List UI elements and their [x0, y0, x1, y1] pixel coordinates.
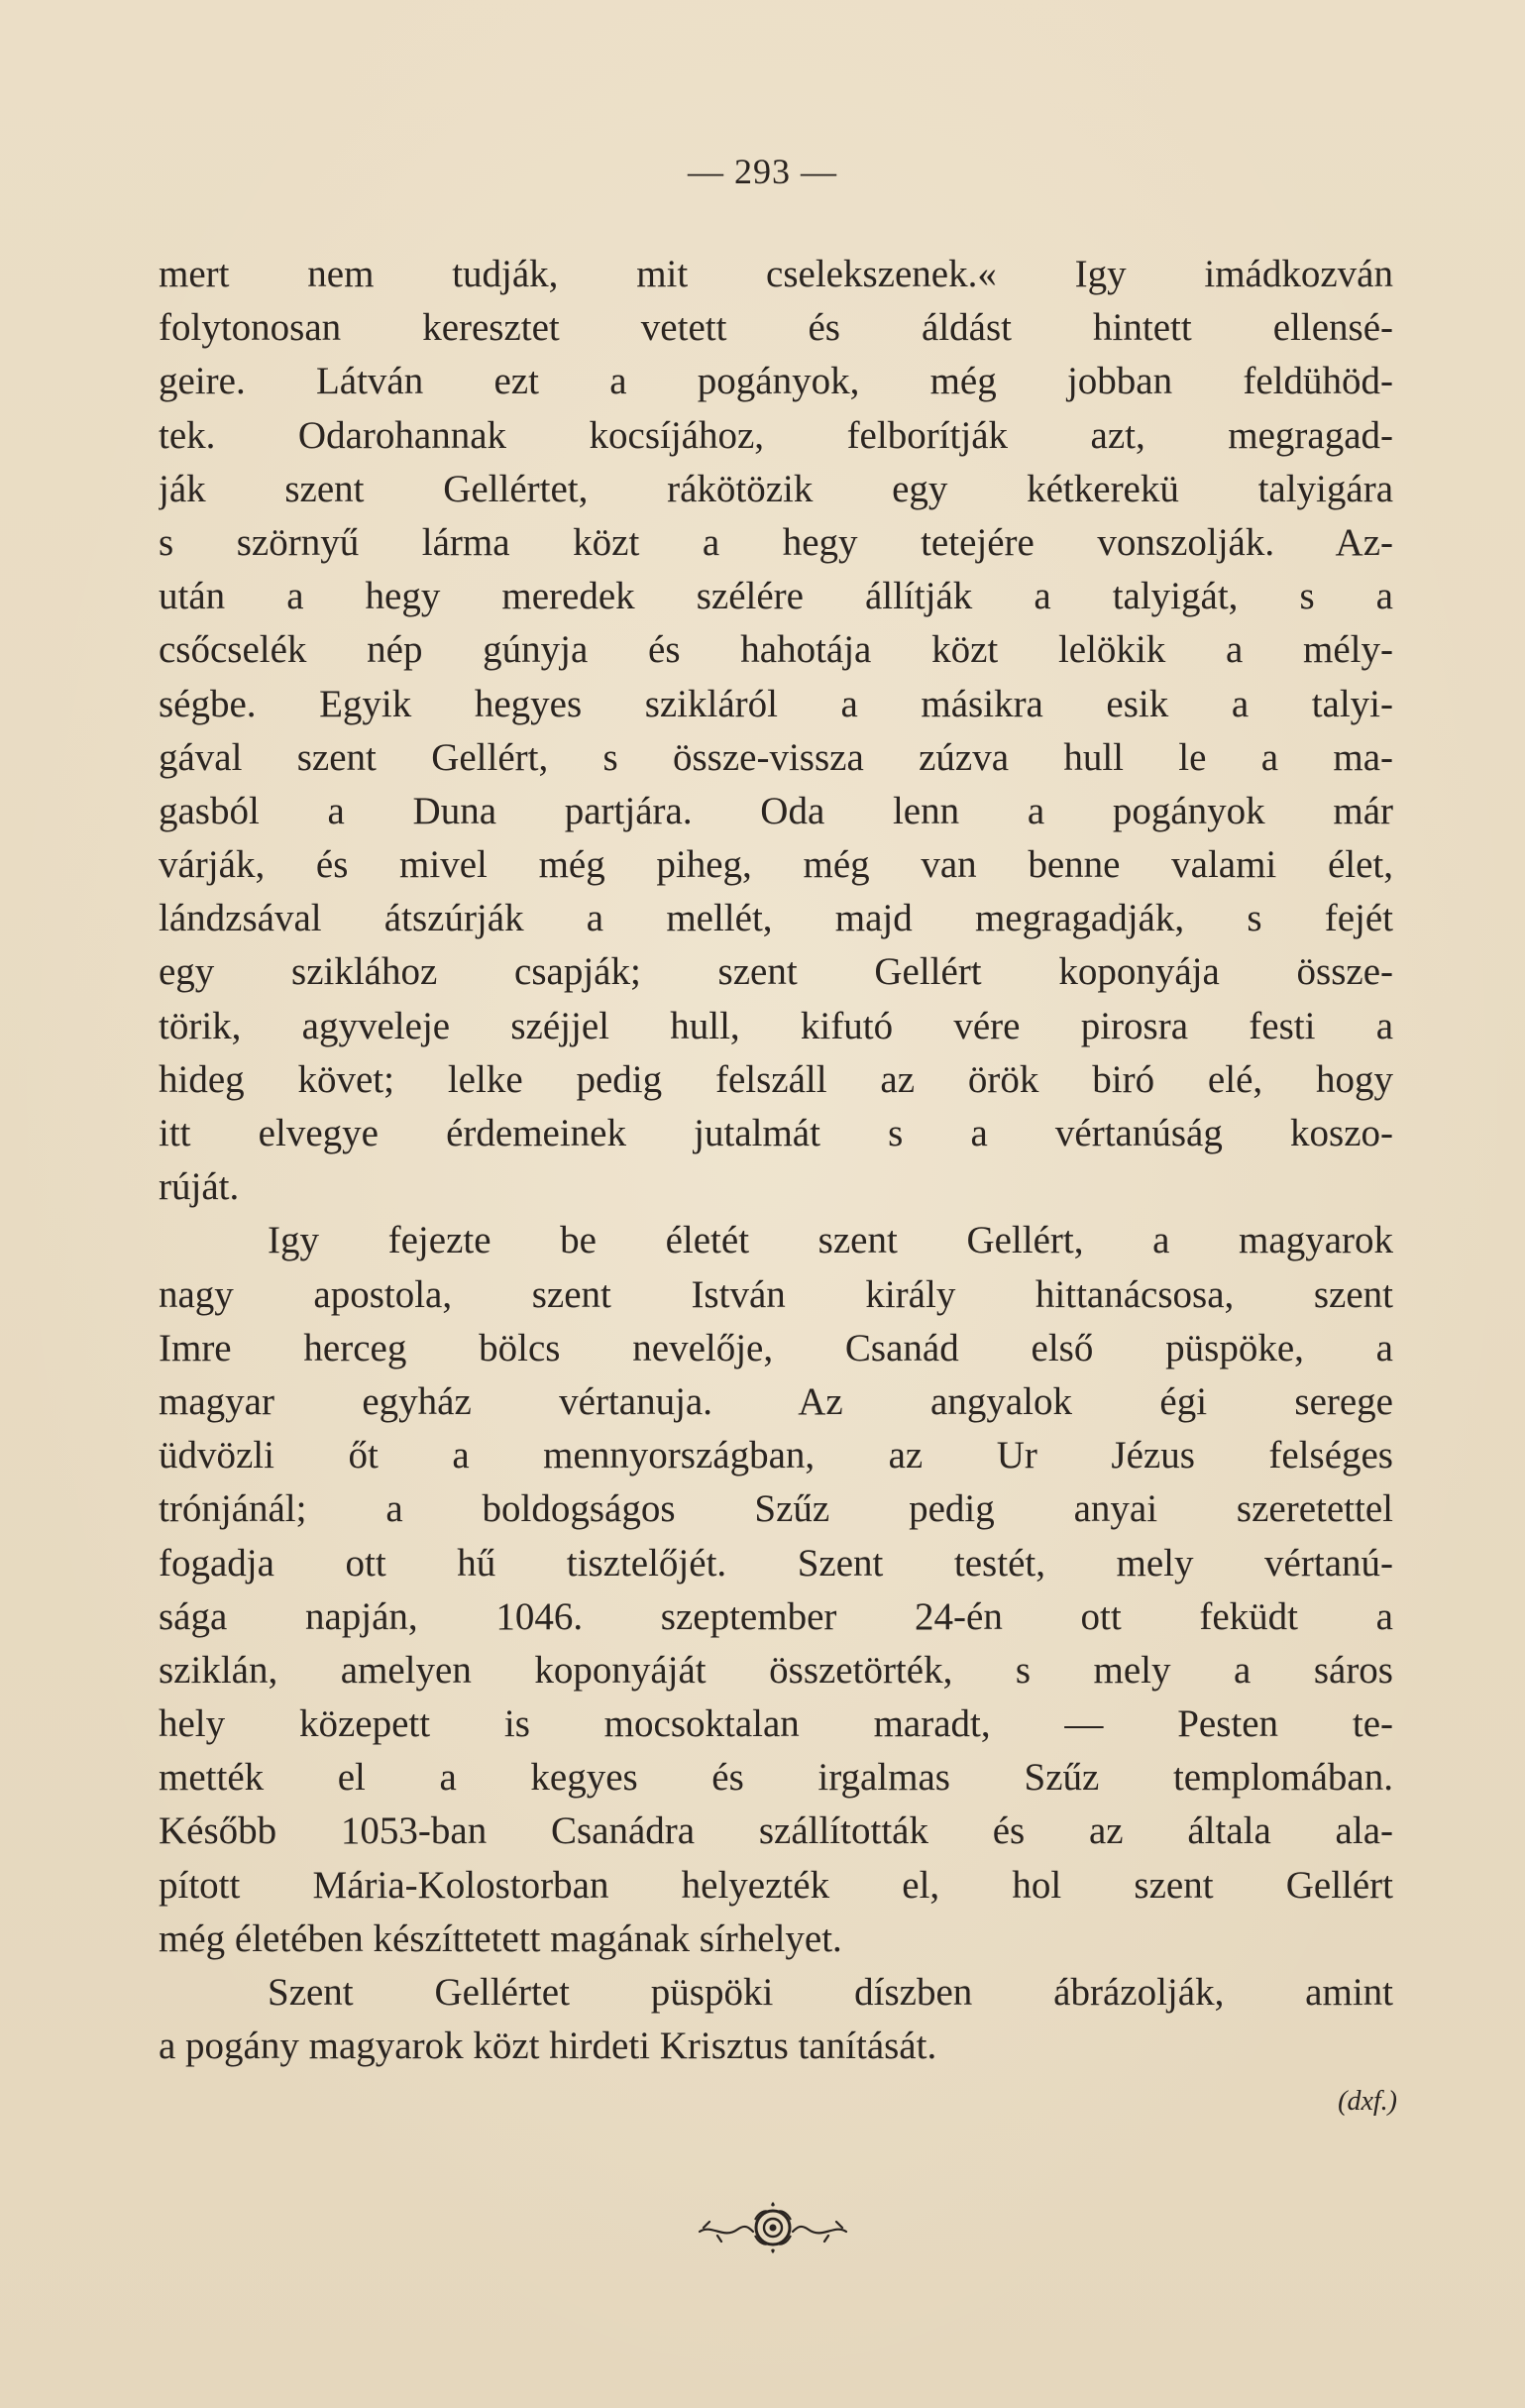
text-line: ségbe. Egyik hegyes szikláról a másikra esik a talyi-: [159, 682, 1393, 725]
text-line: nagy apostola, szent István király hittanácsosa, szent: [159, 1272, 1393, 1316]
page-number: — 293 —: [688, 152, 837, 191]
body-text: [159, 248, 1393, 2073]
text-line: törik, agyveleje széjjel hull, kifutó vére pirosra festi a: [159, 1004, 1393, 1047]
text-line: fogadja ott hű tisztelőjét. Szent testét, mely vértanú-: [159, 1541, 1393, 1585]
text-line: trónjánál; a boldogságos Szűz pedig anyai szeretettel: [159, 1487, 1393, 1531]
text-line: ják szent Gellértet, rákötözik egy kétkerekü talyigára: [159, 467, 1393, 510]
text-line: folytonosan keresztet vetett és áldást hintett ellensé-: [159, 306, 1393, 350]
text-line: gasból a Duna partjára. Oda lenn a pogányok már: [159, 789, 1393, 832]
text-line: rúját.: [159, 1165, 240, 1209]
text-line: mert nem tudják, mit cselekszenek.« Igy imádkozván: [159, 253, 1393, 295]
text-line: itt elvegye érdemeinek jutalmát s a vértanúság koszo-: [159, 1112, 1393, 1154]
text-line: csőcselék nép gúnyja és hahotája közt lelökik a mély-: [159, 628, 1393, 672]
text-line: várják, és mivel még piheg, még van benne valami élet,: [159, 843, 1393, 887]
text-line: egy sziklához csapják; szent Gellért koponyája össze-: [159, 950, 1393, 994]
text-line: üdvözli őt a mennyországban, az Ur Jézus felséges: [159, 1434, 1393, 1478]
text-line: pított Mária-Kolostorban helyezték el, hol szent Gellért: [159, 1863, 1393, 1907]
text-line: hideg követ; lelke pedig felszáll az örök biró elé, hogy: [159, 1057, 1393, 1101]
text-line: Igy fejezte be életét szent Gellért, a magyarok: [268, 1219, 1393, 1262]
text-line: sziklán, amelyen koponyáját összetörték, s mely a sáros: [159, 1648, 1393, 1692]
text-line: hely közepett is mocsoktalan maradt, — Pesten te-: [159, 1702, 1393, 1746]
text-line: sága napján, 1046. szeptember 24-én ott feküdt a: [159, 1594, 1393, 1638]
text-line: Szent Gellértet püspöki díszben ábrázolják, amint: [268, 1971, 1393, 2014]
text-line: gával szent Gellért, s össze-vissza zúzva hull le a ma-: [159, 735, 1393, 779]
text-line: lándzsával átszúrják a mellét, majd megragadják, s fejét: [159, 897, 1393, 940]
floral-tailpiece-icon: [694, 2198, 852, 2253]
signature: (dxf.): [1338, 2086, 1397, 2117]
text-line: még életében készíttetett magának sírhelyet.: [159, 1916, 842, 1960]
text-line: Később 1053-ban Csanádra szállították és az általa ala-: [159, 1809, 1393, 1853]
text-line: Imre herceg bölcs nevelője, Csanád első püspöke, a: [159, 1326, 1393, 1369]
text-line: tek. Odarohannak kocsíjához, felborítják azt, megragad-: [159, 413, 1393, 457]
text-line: a pogány magyarok közt hirdeti Krisztus tanítását.: [159, 2025, 937, 2068]
text-line: s szörnyű lárma közt a hegy tetejére vonszolják. Az-: [159, 520, 1393, 564]
text-line: után a hegy meredek szélére állítják a talyigát, s a: [159, 575, 1393, 618]
text-line: magyar egyház vértanuja. Az angyalok égi serege: [159, 1379, 1393, 1423]
text-line: geire. Látván ezt a pogányok, még jobban feldühöd-: [159, 360, 1393, 403]
text-line: mették el a kegyes és irgalmas Szűz templomában.: [159, 1756, 1393, 1800]
